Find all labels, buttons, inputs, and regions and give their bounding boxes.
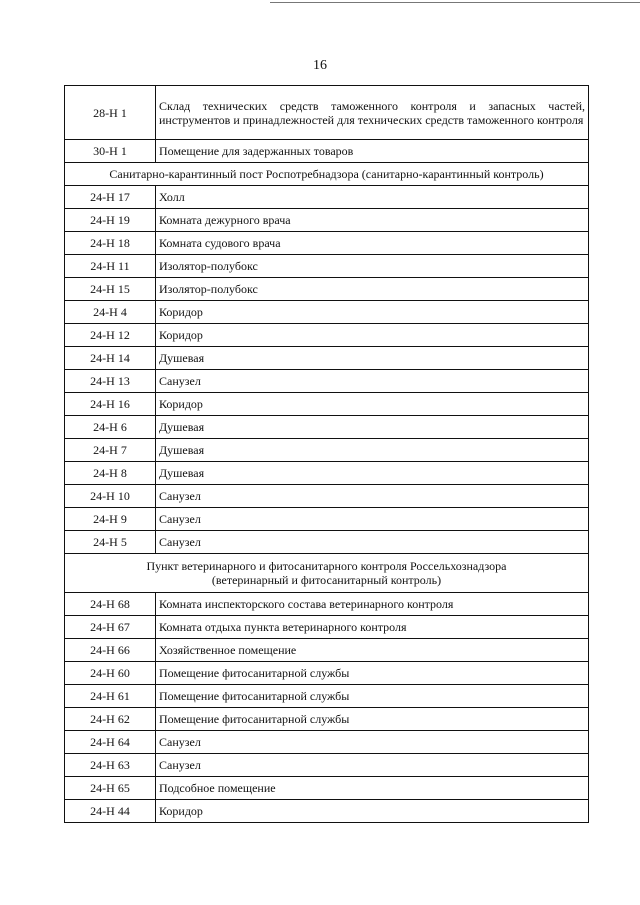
room-code: 24-Н 6: [65, 416, 156, 439]
table-row: [65, 593, 589, 616]
table-row: [65, 140, 589, 163]
room-code: 24-Н 12: [65, 324, 156, 347]
section-title-line: (ветеринарный и фитосанитарный контроль): [211, 573, 442, 587]
room-description: Помещение для задержанных товаров: [156, 140, 589, 163]
room-code: 24-Н 11: [65, 255, 156, 278]
room-code: 24-Н 15: [65, 278, 156, 301]
table-row: [65, 301, 589, 324]
table-row: [65, 255, 589, 278]
table-row: [65, 86, 589, 140]
room-description: Холл: [156, 186, 589, 209]
table-row: [65, 685, 589, 708]
room-description: Склад технических средств таможенного контроля и запасных частей, инструментов и принадлежностей для технических средств таможенного контроля: [156, 86, 589, 140]
room-code: 24-Н 5: [65, 531, 156, 554]
table-row: [65, 639, 589, 662]
room-description: Коридор: [156, 324, 589, 347]
room-code: 28-Н 1: [65, 86, 156, 140]
room-description: Подсобное помещение: [156, 777, 589, 800]
table-row: [65, 232, 589, 255]
room-description: Душевая: [156, 416, 589, 439]
room-code: 24-Н 19: [65, 209, 156, 232]
room-description: Коридор: [156, 393, 589, 416]
room-description: Душевая: [156, 347, 589, 370]
room-code: 24-Н 9: [65, 508, 156, 531]
room-description: Коридор: [156, 301, 589, 324]
room-description: Изолятор-полубокс: [156, 255, 589, 278]
premises-table-body: [65, 86, 589, 823]
room-description: Душевая: [156, 439, 589, 462]
room-code: 24-Н 10: [65, 485, 156, 508]
room-description: Санузел: [156, 531, 589, 554]
room-code: 24-Н 62: [65, 708, 156, 731]
section-title-line: Пункт ветеринарного и фитосанитарного контроля Россельхознадзора: [146, 559, 507, 573]
room-code: 24-Н 64: [65, 731, 156, 754]
section-title-line: Санитарно-карантинный пост Роспотребнадзора (санитарно-карантинный контроль): [109, 167, 544, 181]
room-description: Изолятор-полубокс: [156, 278, 589, 301]
room-description: Помещение фитосанитарной службы: [156, 685, 589, 708]
table-row: [65, 662, 589, 685]
room-code: 24-Н 68: [65, 593, 156, 616]
room-description: Хозяйственное помещение: [156, 639, 589, 662]
room-code: 24-Н 16: [65, 393, 156, 416]
page-number: 16: [313, 58, 327, 73]
table-row: [65, 416, 589, 439]
room-code: 24-Н 65: [65, 777, 156, 800]
room-description: Комната отдыха пункта ветеринарного контроля: [156, 616, 589, 639]
table-row: [65, 616, 589, 639]
room-description: Комната судового врача: [156, 232, 589, 255]
room-code: 24-Н 67: [65, 616, 156, 639]
section-title: [65, 163, 589, 186]
room-description: Санузел: [156, 508, 589, 531]
top-edge-line: [270, 2, 640, 3]
table-row: [65, 209, 589, 232]
table-row: [65, 370, 589, 393]
table-row: [65, 186, 589, 209]
section-header-row: [65, 163, 589, 186]
room-description: Санузел: [156, 485, 589, 508]
table-row: [65, 531, 589, 554]
room-description: Душевая: [156, 462, 589, 485]
room-description: Санузел: [156, 754, 589, 777]
table-row: [65, 462, 589, 485]
table-row: [65, 439, 589, 462]
room-code: 24-Н 66: [65, 639, 156, 662]
room-description: Санузел: [156, 370, 589, 393]
section-header-row: [65, 554, 589, 593]
table-row: [65, 278, 589, 301]
room-code: 24-Н 7: [65, 439, 156, 462]
section-title: [65, 554, 589, 593]
room-description: Комната инспекторского состава ветеринарного контроля: [156, 593, 589, 616]
room-description: Помещение фитосанитарной службы: [156, 708, 589, 731]
premises-table: [64, 85, 589, 823]
room-code: 24-Н 17: [65, 186, 156, 209]
table-row: [65, 731, 589, 754]
table-row: [65, 777, 589, 800]
table-row: [65, 347, 589, 370]
room-code: 24-Н 13: [65, 370, 156, 393]
room-code: 30-Н 1: [65, 140, 156, 163]
room-description: Помещение фитосанитарной службы: [156, 662, 589, 685]
table-row: [65, 754, 589, 777]
table-row: [65, 485, 589, 508]
room-code: 24-Н 63: [65, 754, 156, 777]
room-code: 24-Н 61: [65, 685, 156, 708]
room-code: 24-Н 44: [65, 800, 156, 823]
room-description: Санузел: [156, 731, 589, 754]
room-code: 24-Н 18: [65, 232, 156, 255]
room-description: Комната дежурного врача: [156, 209, 589, 232]
room-code: 24-Н 4: [65, 301, 156, 324]
table-row: [65, 508, 589, 531]
room-code: 24-Н 14: [65, 347, 156, 370]
table-row: [65, 800, 589, 823]
table-row: [65, 708, 589, 731]
table-row: [65, 324, 589, 347]
room-description: Коридор: [156, 800, 589, 823]
room-code: 24-Н 8: [65, 462, 156, 485]
table-row: [65, 393, 589, 416]
room-code: 24-Н 60: [65, 662, 156, 685]
